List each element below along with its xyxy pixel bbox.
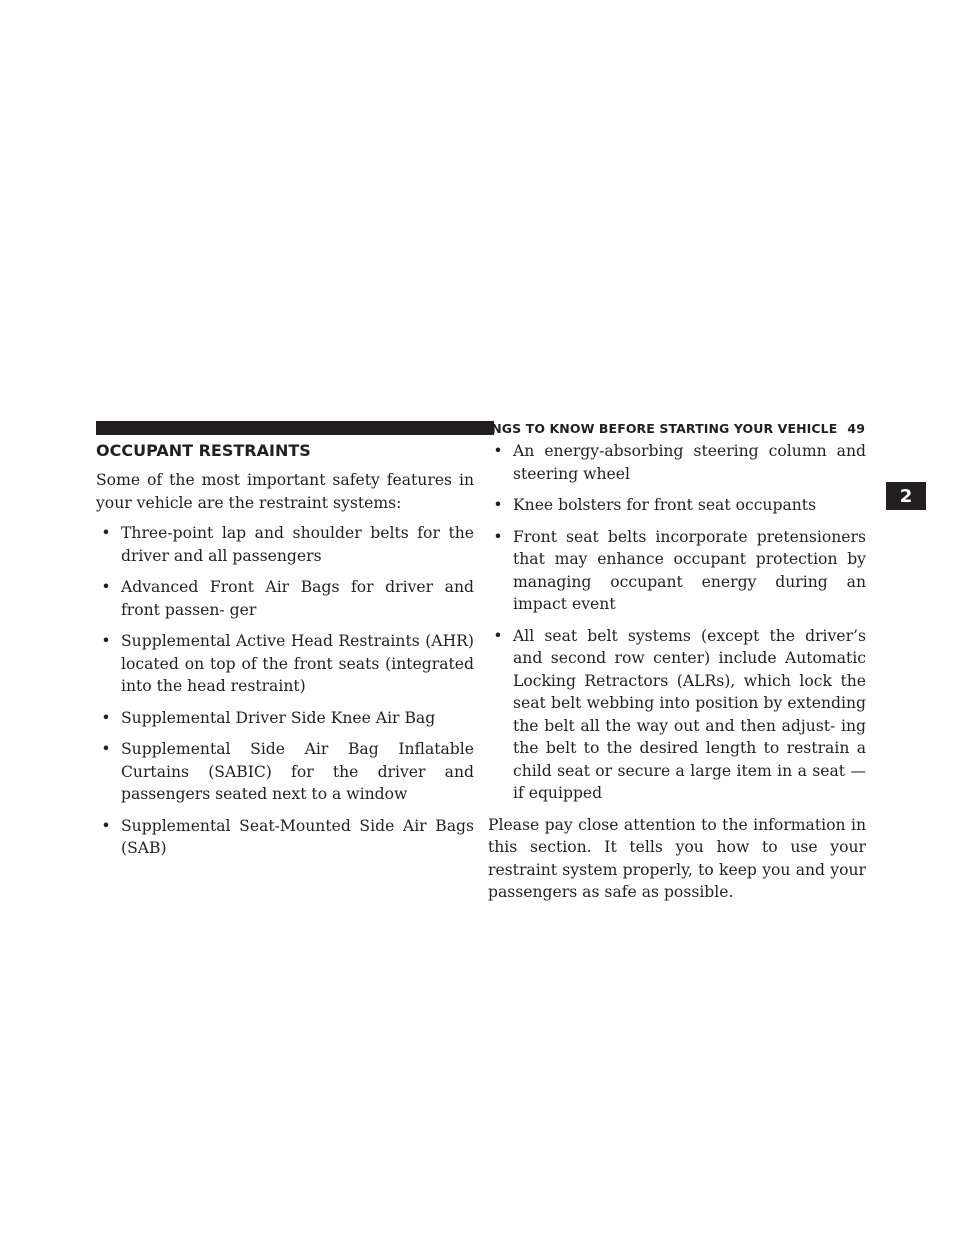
bullet-icon: • bbox=[493, 442, 503, 460]
section-title: OCCUPANT RESTRAINTS bbox=[96, 441, 311, 460]
restraint-list-right bbox=[488, 440, 866, 805]
list-item: • Supplemental Side Air Bag Inflatable Curtains (SABIC) for the driver and passengers seated next to a window bbox=[96, 738, 474, 806]
list-item: • Supplemental Active Head Restraints (AHR) located on top of the front seats (integrated into the head restraint) bbox=[96, 630, 474, 698]
list-item: • Front seat belts incorporate pretensioners that may enhance occupant protection by managing occupant energy during an impact event bbox=[488, 526, 866, 616]
running-header-title: THINGS TO KNOW BEFORE STARTING YOUR VEHICLE bbox=[467, 420, 838, 436]
bullet-icon: • bbox=[101, 816, 111, 835]
bullet-icon: • bbox=[101, 578, 111, 596]
page-number: 49 bbox=[847, 420, 865, 436]
bullet-icon: • bbox=[101, 708, 111, 727]
closing-paragraph: Please pay close attention to the information in this section. It tells you how to use your restraint system properly, to keep you and your passengers as safe as possible. bbox=[488, 815, 866, 901]
right-column bbox=[488, 440, 866, 912]
chapter-tab: 2 bbox=[886, 482, 926, 510]
bullet-icon: • bbox=[101, 740, 111, 758]
list-item: • Supplemental Driver Side Knee Air Bag bbox=[96, 707, 474, 730]
header-rule-bar bbox=[96, 421, 494, 435]
bullet-icon: • bbox=[493, 527, 503, 546]
list-item: • Supplemental Seat-Mounted Side Air Bags (SAB) bbox=[96, 815, 474, 860]
list-item: • An energy-absorbing steering column and steering wheel bbox=[488, 440, 866, 485]
list-item: • All seat belt systems (except the driver’s and second row center) include Automatic Locking Retractors (ALRs), which lock the seat belt webbing into position by extending the belt all the way out and then adjust- ing the belt to the desired length to restrain a child seat or secure a large item in a seat — if equipped bbox=[488, 625, 866, 805]
restraint-list-left bbox=[96, 522, 474, 860]
bullet-icon: • bbox=[101, 524, 111, 542]
list-item: • Three-point lap and shoulder belts for the driver and all passengers bbox=[96, 522, 474, 567]
list-item: • Advanced Front Air Bags for driver and front passen- ger bbox=[96, 576, 474, 621]
intro-paragraph: Some of the most important safety features in your vehicle are the restraint systems: bbox=[96, 471, 474, 512]
bullet-icon: • bbox=[101, 632, 111, 650]
list-item: • Knee bolsters for front seat occupants bbox=[488, 494, 866, 517]
bullet-icon: • bbox=[493, 496, 503, 514]
left-column bbox=[96, 440, 474, 869]
bullet-icon: • bbox=[493, 626, 503, 645]
running-header bbox=[467, 420, 865, 436]
